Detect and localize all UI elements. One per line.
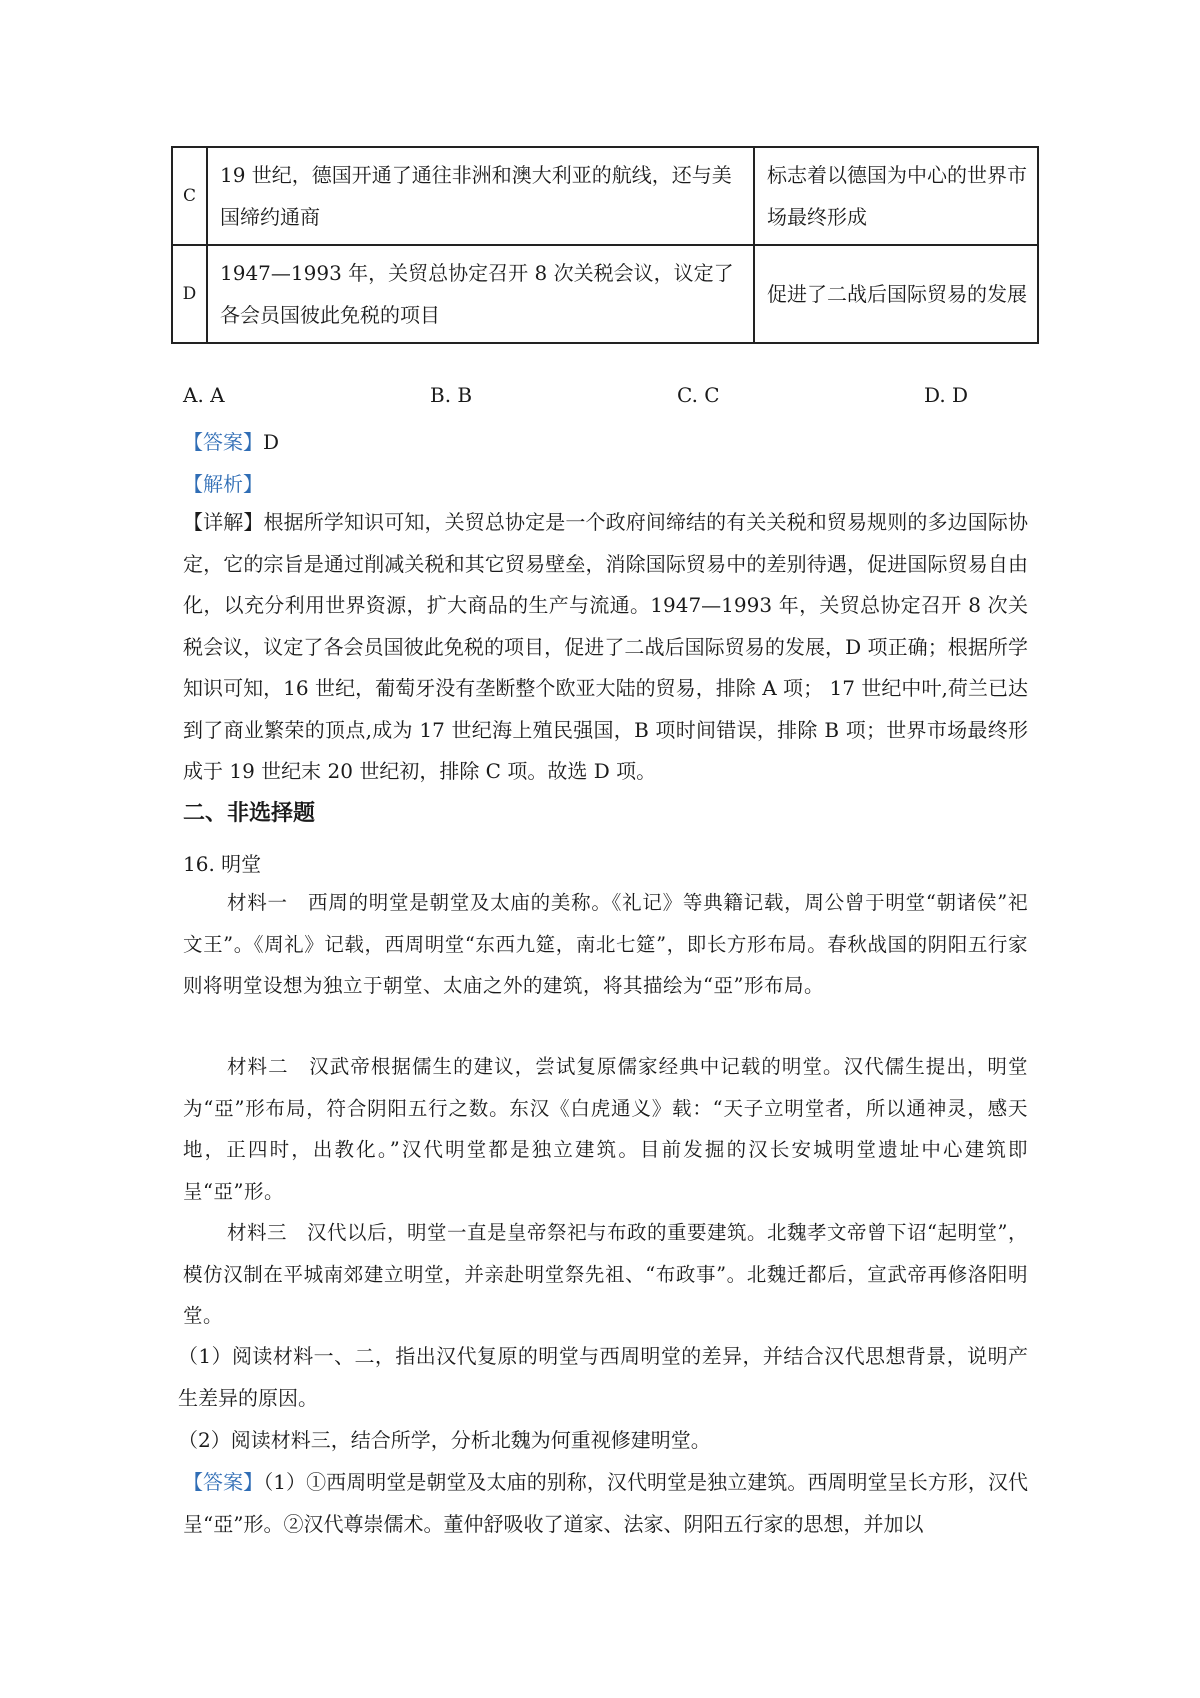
option-description: 19 世纪，德国开通了通往非洲和澳大利亚的航线，还与美国缔约通商 <box>207 147 754 245</box>
detail-text: 根据所学知识可知，关贸总协定是一个政府间缔结的有关关税和贸易规则的多边国际协定，它的宗旨是通过削减关税和其它贸易壁垒，消除国际贸易中的差别待遇，促进国际贸易自由化，以充分利用世界资源，扩大商品的生产与流通。1947—1993 年，关贸总协定召开 8 次关税会议，议定了各会员国彼此免税的项目，促进了二战后国际贸易的发展，D 项正确；根据所学知识可知，16 世纪，葡萄牙没有垄断整个欧亚大陆的贸易，排除 A 项； 17 世纪中叶,荷兰已达到了商业繁荣的顶点,成为 17 世纪海上殖民强国，B 项时间错误，排除 B 项；世界市场最终形成于 19 世纪末 20 世纪初，排除 C 项。故选 D 项。 <box>183 510 1029 783</box>
option-evaluation: 促进了二战后国际贸易的发展 <box>754 245 1038 343</box>
material-2: 材料二 汉武帝根据儒生的建议，尝试复原儒家经典中记载的明堂。汉代儒生提出，明堂为“亞”形布局，符合阴阳五行之数。东汉《白虎通义》载：“天子立明堂者，所以通神灵，感天地，正四时，出教化。”汉代明堂都是独立建筑。目前发掘的汉长安城明堂遗址中心建筑即呈“亞”形。 <box>183 1055 1028 1203</box>
q16-sub-question-2: （2）阅读材料三，结合所学，分析北魏为何重视修建明堂。 <box>178 1428 711 1452</box>
q16-answer <box>183 1462 1028 1545</box>
option-letter: D <box>172 245 207 343</box>
answer-value: D <box>263 430 280 454</box>
options-table <box>171 146 1039 344</box>
answer-text: （1）①西周明堂是朝堂及太庙的别称，汉代明堂是独立建筑。西周明堂呈长方形，汉代呈“亞”形。②汉代尊崇儒术。董仲舒吸收了道家、法家、阴阳五行家的思想，并加以 <box>183 1470 1028 1536</box>
answer-tag: 【答案】 <box>183 1470 264 1494</box>
q15-detail <box>183 502 1028 793</box>
q15-answer <box>183 426 279 455</box>
choice-c: C. C <box>677 383 720 407</box>
choice-b: B. B <box>430 383 473 407</box>
choice-d: D. D <box>924 383 969 407</box>
q16-sub-question-1: （1）阅读材料一、二，指出汉代复原的明堂与西周明堂的差异，并结合汉代思想背景，说明产生差异的原因。 <box>178 1344 1028 1410</box>
q15-analysis <box>183 468 263 497</box>
option-evaluation: 标志着以德国为中心的世界市场最终形成 <box>754 147 1038 245</box>
option-description: 1947—1993 年，关贸总协定召开 8 次关税会议，议定了各会员国彼此免税的项目 <box>207 245 754 343</box>
q16-title: 16. 明堂 <box>183 852 262 876</box>
answer-tag: 【答案】 <box>183 430 263 454</box>
table-row <box>172 147 1038 245</box>
material-3: 材料三 汉代以后，明堂一直是皇帝祭祀与布政的重要建筑。北魏孝文帝曾下诏“起明堂”，模仿汉制在平城南郊建立明堂，并亲赴明堂祭先祖、“布政事”。北魏迁都后，宣武帝再修洛阳明堂。 <box>183 1221 1028 1327</box>
material-1: 材料一 西周的明堂是朝堂及太庙的美称。《礼记》等典籍记载，周公曾于明堂“朝诸侯”祀文王”。《周礼》记载，西周明堂“东西九筵，南北七筵”，即长方形布局。春秋战国的阴阳五行家则将明堂设想为独立于朝堂、太庙之外的建筑，将其描绘为“亞”形布局。 <box>183 891 1028 997</box>
option-letter: C <box>172 147 207 245</box>
analysis-tag: 【解析】 <box>183 472 263 496</box>
detail-tag: 【详解】 <box>183 510 264 534</box>
choice-a: A. A <box>183 383 225 407</box>
section-title: 二、非选择题 <box>183 801 316 826</box>
table-row <box>172 245 1038 343</box>
